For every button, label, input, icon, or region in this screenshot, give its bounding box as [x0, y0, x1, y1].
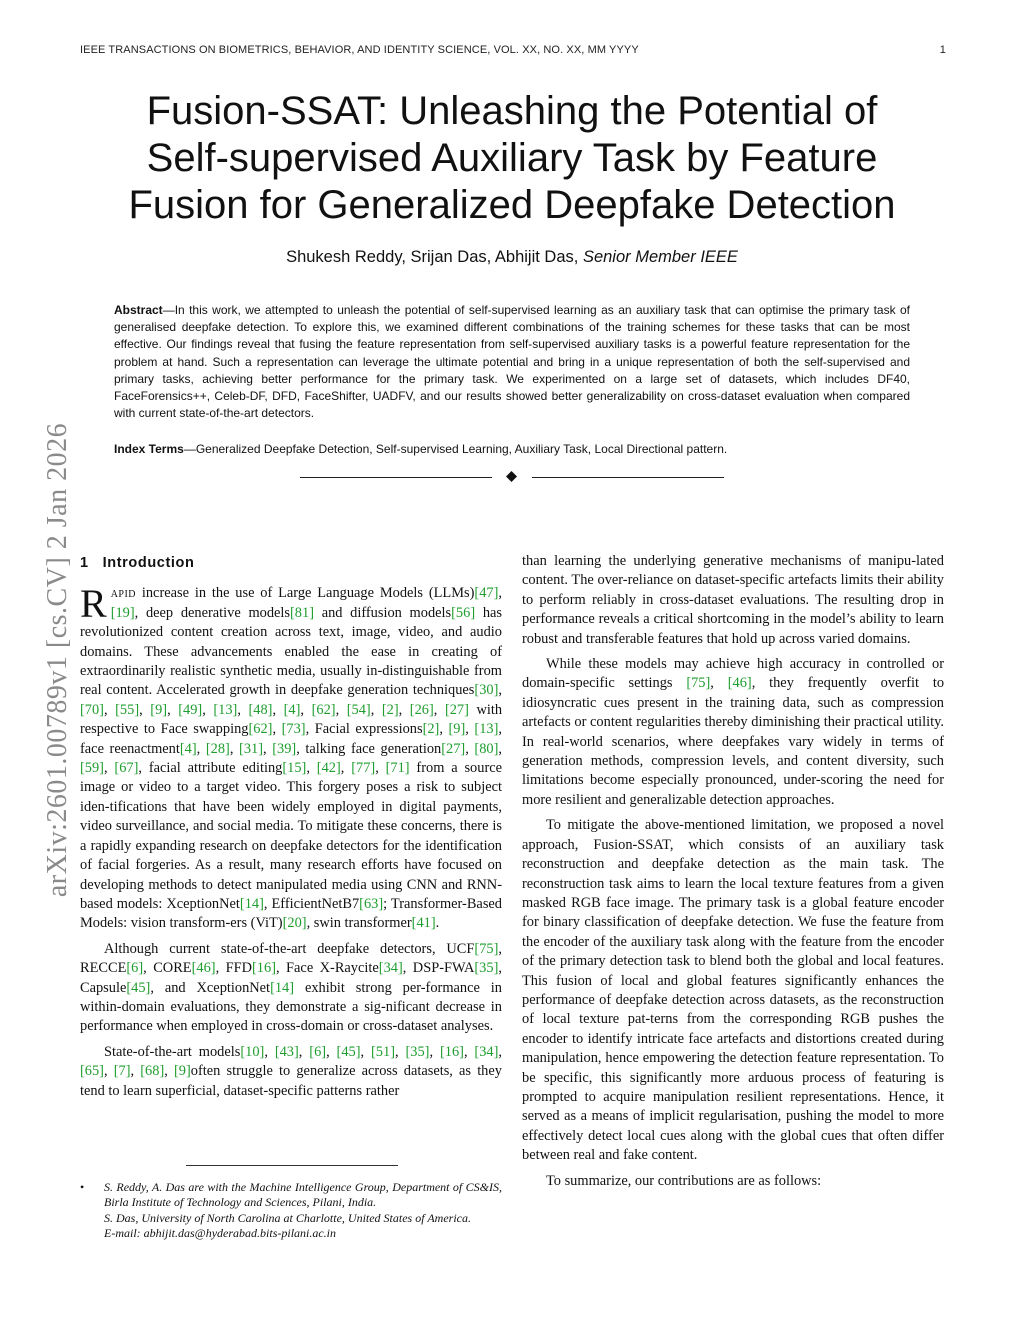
citation-link[interactable]: [42] [316, 760, 341, 777]
citation-link[interactable]: [68] [140, 1063, 165, 1080]
section-divider [300, 468, 724, 488]
citation-link[interactable]: [54] [346, 701, 371, 718]
paragraph: State-of-the-art models[10], [43], [6], [45], [51], [35], [16], [34], [65], [7], [68], [9]often struggle to generalize across datasets, as they tend to learn superficial, dataset-specific patterns rather [80, 1043, 503, 1099]
citation-link[interactable]: [9] [150, 701, 168, 718]
citation-link[interactable]: [20] [282, 915, 307, 932]
author-line [100, 248, 924, 267]
citation-link[interactable]: [19] [110, 604, 135, 621]
arxiv-stamp[interactable]: arXiv:2601.00789v1 [cs.CV] 2 Jan 2026 [42, 422, 73, 898]
citation-link[interactable]: [45] [126, 979, 151, 996]
bullet-icon: • [80, 1180, 85, 1194]
citation-link[interactable]: [75] [686, 675, 711, 692]
author-names: Shukesh Reddy, Srijan Das, Abhijit Das, [286, 248, 579, 266]
citation-link[interactable]: [75] [474, 940, 499, 957]
citation-link[interactable]: [59] [80, 760, 104, 777]
footnote-rule [186, 1165, 398, 1166]
citation-link[interactable]: [62] [248, 721, 273, 738]
citation-link[interactable]: [67] [114, 760, 139, 777]
author-membership: Senior Member IEEE [582, 248, 738, 266]
citation-link[interactable]: [6] [309, 1043, 327, 1060]
citation-link[interactable]: [27] [444, 701, 469, 718]
diamond-ornament-icon [506, 471, 517, 482]
citation-link[interactable]: [62] [311, 701, 336, 718]
section-heading [80, 554, 502, 573]
citation-link[interactable]: [14] [239, 895, 264, 912]
footnote-affiliation-2: S. Das, University of North Carolina at Charlotte, United States of America. [104, 1210, 471, 1225]
abstract-label: Abstract [114, 303, 163, 317]
citation-link[interactable]: [13] [474, 721, 499, 738]
index-terms [114, 441, 910, 458]
citation-link[interactable]: [16] [439, 1043, 464, 1060]
left-column [80, 552, 502, 1101]
abstract-text: —In this work, we attempted to unleash the potential of self-supervised learning as an auxiliary task that can optimise the primary task of generalised deepfake detection. To explore this, we examined different combinations of the training schemes for these tasks that can be most effective. Our findings reveal that fusing the feature representation from self-supervised auxiliary tasks is a powerful feature representation for the problem at hand. Such a representation can leverage the ultimate potential and bring in a unique representation of both the self-supervised and primary tasks, achieving better performance for the primary task. We experimented on a large set of datasets, which includes DF40, FaceForensics++, Celeb-DF, DFD, FaceShifter, UADFV, and our results showed better generalizability on cross-dataset evaluation when compared with current state-of-the-art detectors. [114, 303, 910, 421]
citation-link[interactable]: [35] [474, 960, 499, 977]
citation-link[interactable]: [28] [205, 740, 230, 757]
citation-link[interactable]: [27] [441, 740, 466, 757]
citation-link[interactable]: [26] [409, 701, 434, 718]
page-number: 1 [939, 44, 946, 56]
citation-link[interactable]: [2] [422, 721, 440, 738]
paragraph: While these models may achieve high accuracy in controlled or domain-specific settings [75], [46], they frequently overfit to idiosyncratic cues present in the training data, such as compression artefacts or content regularities thereby diminishing their practical utility. In real-world scenarios, where deepfakes vary widely in terms of generation methods, compression levels, and content diversity, such limitations become especially pronounced, under-scoring the need for more resilient and generalizable detection approaches. [522, 656, 945, 808]
paragraph: Rapid increase in the use of Large Language Models (LLMs)[47], [19], deep denerative models[81] and diffusion models[56] has revolutionized content creation across text, image, video, and audio domains. These advancements enabled the ease in creating of extraordinarily realistic synthetic media, usually in-distinguishable from real content. Accelerated growth in deepfake generation techniques[30], [70], [55], [9], [49], [13], [48], [4], [62], [54], [2], [26], [27] with respective to Face swapping[62], [73], Facial expressions[2], [9], [13], face reenactment[4], [28], [31], [39], talking face generation[27], [80], [59], [67], facial attribute editing[15], [42], [77], [71] from a source image or video to a target video. This forgery poses a risk to subject iden-tifications that have been widely employed in digital payments, video surveillance, and social media. To mitigate these concerns, there is a rapidly expanding research on deepfake detectors for the identification of facial forgeries. As a result, many research efforts have focused on developing methods to detect manipulated media using CNN and RNN-based models: XceptionNet[14], EfficientNetB7[63]; Transformer-Based Models: vision transform-ers (ViT)[20], swin transformer[41]. [80, 581, 503, 932]
citation-link[interactable]: [55] [115, 701, 140, 718]
citation-link[interactable]: [47] [474, 585, 499, 602]
journal-name: IEEE TRANSACTIONS ON BIOMETRICS, BEHAVIOR, AND IDENTITY SCIENCE, VOL. XX, NO. XX, MM YYYY [80, 44, 639, 56]
citation-link[interactable]: [71] [385, 760, 410, 777]
citation-link[interactable]: [35] [405, 1043, 430, 1060]
citation-link[interactable]: [51] [371, 1043, 395, 1060]
citation-link[interactable]: [56] [451, 604, 476, 621]
citation-link[interactable]: [30] [474, 682, 499, 699]
affiliation-footnote [80, 1180, 502, 1242]
drop-cap: R [80, 581, 107, 627]
citation-link[interactable]: [48] [248, 701, 273, 718]
citation-link[interactable]: [41] [411, 915, 436, 932]
citation-link[interactable]: [34] [378, 960, 403, 977]
citation-link[interactable]: [9] [448, 721, 466, 738]
section-number: 1 [80, 555, 89, 571]
citation-link[interactable]: [15] [282, 760, 307, 777]
citation-link[interactable]: [45] [336, 1043, 361, 1060]
citation-link[interactable]: [2] [381, 701, 399, 718]
divider-rule-left [300, 477, 492, 478]
citation-link[interactable]: [9] [174, 1063, 191, 1080]
section-title: Introduction [102, 555, 195, 571]
citation-link[interactable]: [10] [240, 1043, 265, 1060]
citation-link[interactable]: [7] [113, 1063, 131, 1080]
index-terms-label: Index Terms [114, 442, 184, 456]
citation-link[interactable]: [77] [351, 760, 376, 777]
abstract [114, 302, 910, 422]
citation-link[interactable]: [65] [80, 1063, 104, 1080]
footnote-email[interactable]: E-mail: abhijit.das@hyderabad.bits-pilani.ac.in [104, 1226, 337, 1241]
right-column [522, 552, 944, 1191]
citation-link[interactable]: [4] [179, 740, 197, 757]
citation-link[interactable]: [43] [274, 1043, 299, 1060]
citation-link[interactable]: [81] [290, 604, 314, 621]
citation-link[interactable]: [34] [474, 1043, 499, 1060]
paragraph: Although current state-of-the-art deepfake detectors, UCF[75], RECCE[6], CORE[46], FFD[16], Face X-Raycite[34], DSP-FWA[35], Capsule[45], and XceptionNet[14] exhibit strong per-formance in within-domain evaluations, they demonstrate a sig-nificant decrease in performance when employed in cross-domain or cross-dataset analyses. [80, 940, 502, 1035]
index-terms-text: —Generalized Deepfake Detection, Self-supervised Learning, Auxiliary Task, Local Directional pattern. [183, 442, 728, 456]
footnote-affiliation-1: S. Reddy, A. Das are with the Machine Intelligence Group, Department of CS&IS, Birla Institute of Technology and Sciences, Pilani, India. [104, 1180, 502, 1210]
citation-link[interactable]: [63] [359, 895, 384, 912]
paper-title: Fusion-SSAT: Unleashing the Potential of Self-supervised Auxiliary Task by Feature Fusion for Generalized Deepfake Detection [128, 89, 896, 227]
paragraph: To summarize, our contributions are as follows: [546, 1172, 822, 1189]
citation-link[interactable]: [46] [191, 960, 216, 977]
citation-link[interactable]: [49] [178, 701, 203, 718]
citation-link[interactable]: [6] [126, 960, 144, 977]
citation-link[interactable]: [73] [281, 721, 306, 738]
citation-link[interactable]: [13] [213, 701, 238, 718]
citation-link[interactable]: [4] [283, 701, 301, 718]
running-header [80, 44, 946, 56]
citation-link[interactable]: [14] [270, 979, 295, 996]
paragraph: than learning the underlying generative mechanisms of manipu-lated content. The over-reliance on dataset-specific artefacts limits their ability to perform reliably in cross-dataset evaluations. The resulting drop in performance reveals a critical shortcoming in the model’s ability to learn robust and transferable features that hold up across varied domains. [522, 553, 944, 647]
citation-link[interactable]: [31] [239, 740, 264, 757]
citation-link[interactable]: [80] [474, 740, 499, 757]
citation-link[interactable]: [46] [727, 675, 752, 692]
citation-link[interactable]: [39] [272, 740, 297, 757]
citation-link[interactable]: [70] [80, 701, 104, 718]
divider-rule-right [532, 477, 724, 478]
paragraph: To mitigate the above-mentioned limitation, we proposed a novel approach, Fusion-SSAT, which consists of an auxiliary task reconstruction and deepfake detection as the main task. The reconstruction task aims to learn the local texture features from a given masked RGB face image. The primary task is a global feature encoder for binary classification of deepfake detection. We fuse the feature from the encoder of the auxiliary task along with the feature from the encoder of the primary detection task to blend both the global and local features. This fusion of local and global features significantly enhances the performance of deepfake detection across datasets, as the reconstruction of local texture pat-terns from the corresponding RGB pushes the encoder to identify intricate face artefacts and distortions created during manipulation, hence empowering the detection feature representation. To be specific, this significantly more arduous process of featuring is prompted to acquire manipulation resilient representations. Hence, it served as a means of implicit regularisation, pushing the model to more effectively detect local cues along with the global cues that often differ between real and fake content. [522, 817, 944, 1164]
citation-link[interactable]: [16] [252, 960, 276, 977]
